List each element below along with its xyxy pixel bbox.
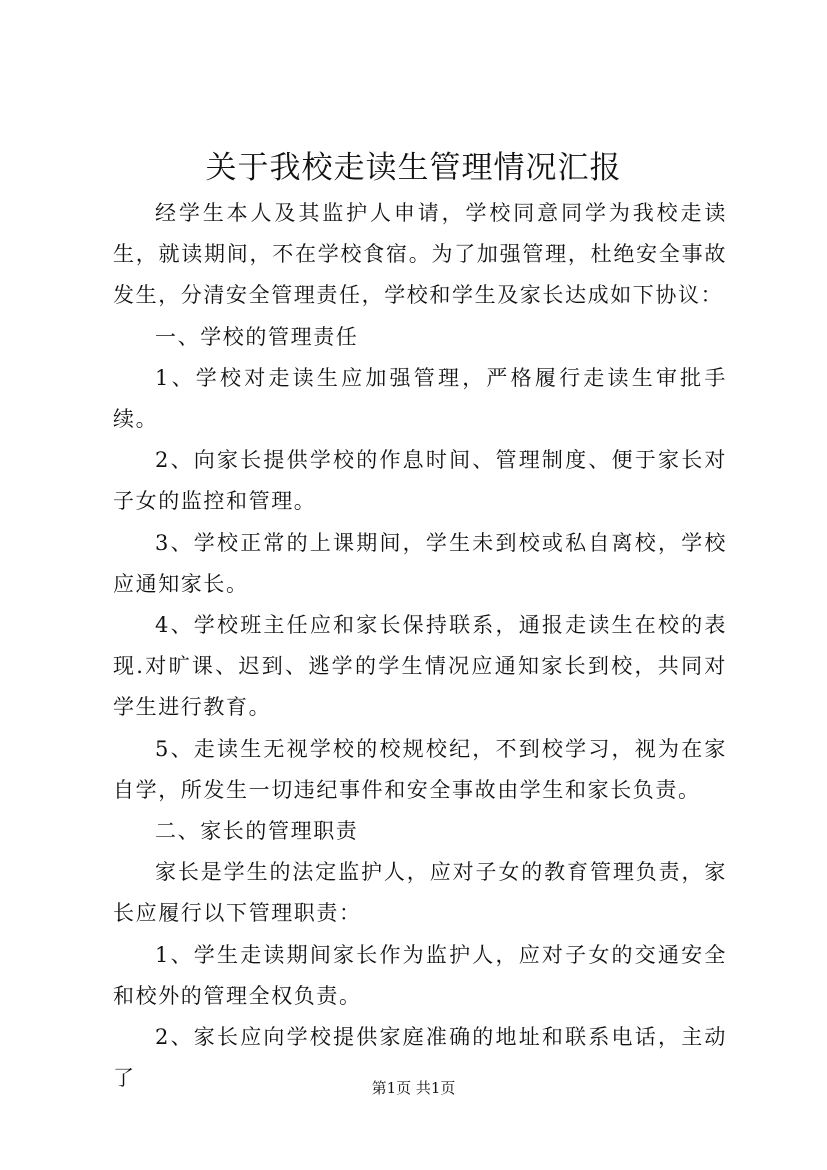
paragraph-parent-1: 1、学生走读期间家长作为监护人，应对子女的交通安全和校外的管理全权负责。 [113,942,727,1008]
page-footer: 第1页 共1页 [371,1079,456,1097]
paragraph-school-1: 1、学校对走读生应加强管理，严格履行走读生审批手续。 [113,365,727,432]
paragraph-parent-2: 2、家长应向学校提供家庭准确的地址和联系电话，主动了 [113,1025,727,1091]
document-title: 关于我校走读生管理情况汇报 [205,150,622,186]
paragraph-intro: 经学生本人及其监护人申请，学校同意同学为我校走读生，就读期间，不在学校食宿。为了加强管理，杜绝安全事故发生，分清安全管理责任，学校和学生及家长达成如下协议： [113,201,727,308]
paragraph-school-2: 2、向家长提供学校的作息时间、管理制度、便于家长对子女的监控和管理。 [113,448,727,514]
paragraph-school-5: 5、走读生无视学校的校规校纪，不到校学习，视为在家自学，所发生一切违纪事件和安全事故由学生和家长负责。 [113,736,727,802]
paragraph-parent-intro: 家长是学生的法定监护人，应对子女的教育管理负责，家长应履行以下管理职责： [113,860,727,926]
document-body [113,193,727,1099]
paragraph-school-4: 4、学校班主任应和家长保持联系，通报走读生在校的表现.对旷课、迟到、逃学的学生情况应通知家长到校，共同对学生进行教育。 [113,613,727,720]
paragraph-school-3: 3、学校正常的上课期间，学生未到校或私自离校，学校应通知家长。 [113,530,727,596]
section-heading-school: 一、学校的管理责任 [155,324,359,349]
section-heading-parent: 二、家长的管理职责 [155,819,359,844]
